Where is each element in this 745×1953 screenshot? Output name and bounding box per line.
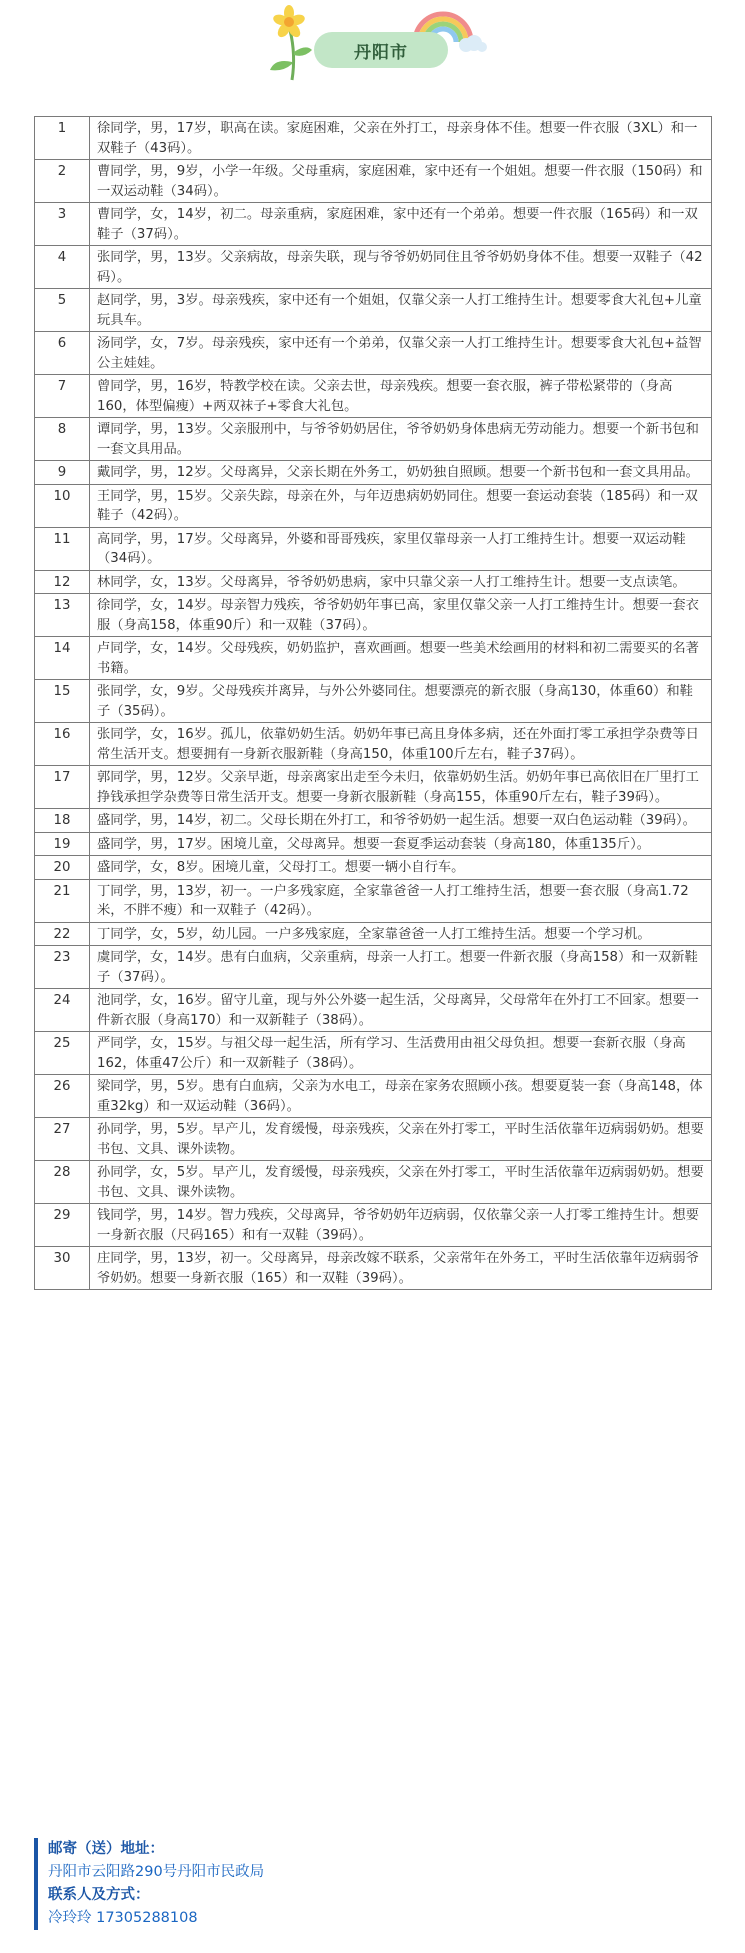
row-description: 卢同学，女，14岁。父母残疾，奶奶监护，喜欢画画。想要一些美术绘画用的材料和初二需要买的名著书籍。 [90, 637, 712, 680]
table-row [35, 832, 712, 856]
table-row [35, 375, 712, 418]
row-number: 9 [35, 461, 90, 485]
row-number: 7 [35, 375, 90, 418]
row-description: 高同学，男，17岁。父母离异，外婆和哥哥残疾，家里仅靠母亲一人打工维持生计。想要一双运动鞋（34码）。 [90, 527, 712, 570]
row-description: 盛同学，男，14岁，初二。父母长期在外打工，和爷爷奶奶一起生活。想要一双白色运动鞋（39码）。 [90, 809, 712, 833]
row-description: 张同学，男，13岁。父亲病故，母亲失联，现与爷爷奶奶同住且爷爷奶奶身体不佳。想要一双鞋子（42码）。 [90, 246, 712, 289]
row-number: 3 [35, 203, 90, 246]
table-row [35, 461, 712, 485]
row-number: 18 [35, 809, 90, 833]
row-description: 林同学，女，13岁。父母离异，爷爷奶奶患病，家中只靠父亲一人打工维持生计。想要一支点读笔。 [90, 570, 712, 594]
row-description: 丁同学，女，5岁，幼儿园。一户多残家庭，全家靠爸爸一人打工维持生活。想要一个学习机。 [90, 922, 712, 946]
row-description: 赵同学，男，3岁。母亲残疾，家中还有一个姐姐，仅靠父亲一人打工维持生计。想要零食大礼包+儿童玩具车。 [90, 289, 712, 332]
row-description: 王同学，男，15岁。父亲失踪，母亲在外，与年迈患病奶奶同住。想要一套运动套装（185码）和一双鞋子（42码）。 [90, 484, 712, 527]
row-description: 盛同学，男，17岁。困境儿童，父母离异。想要一套夏季运动套装（身高180，体重135斤）。 [90, 832, 712, 856]
row-number: 24 [35, 989, 90, 1032]
row-description: 严同学，女，15岁。与祖父母一起生活，所有学习、生活费用由祖父母负担。想要一套新衣服（身高162，体重47公斤）和一双新鞋子（38码）。 [90, 1032, 712, 1075]
row-description: 池同学，女，16岁。留守儿童，现与外公外婆一起生活，父母离异，父母常年在外打工不回家。想要一件新衣服（身高170）和一双新鞋子（38码）。 [90, 989, 712, 1032]
table-row [35, 856, 712, 880]
row-number: 17 [35, 766, 90, 809]
row-number: 6 [35, 332, 90, 375]
row-description: 戴同学，男，12岁。父母离异，父亲长期在外务工，奶奶独自照顾。想要一个新书包和一套文具用品。 [90, 461, 712, 485]
row-number: 20 [35, 856, 90, 880]
table-row [35, 1204, 712, 1247]
table-row [35, 680, 712, 723]
row-number: 14 [35, 637, 90, 680]
row-number: 25 [35, 1032, 90, 1075]
row-description: 钱同学，男，14岁。智力残疾，父母离异，爷爷奶奶年迈病弱，仅依靠父亲一人打零工维持生计。想要一身新衣服（尺码165）和有一双鞋（39码）。 [90, 1204, 712, 1247]
row-number: 27 [35, 1118, 90, 1161]
row-description: 曹同学，男，9岁，小学一年级。父母重病，家庭困难，家中还有一个姐姐。想要一件衣服（150码）和一双运动鞋（34码）。 [90, 160, 712, 203]
row-number: 22 [35, 922, 90, 946]
contact-value: 冷玲玲 17305288108 [48, 1910, 198, 1926]
table-row [35, 418, 712, 461]
row-number: 8 [35, 418, 90, 461]
row-number: 4 [35, 246, 90, 289]
contact-label: 联系人及方式： [48, 1887, 150, 1903]
table-row [35, 246, 712, 289]
row-description: 徐同学，男，17岁，职高在读。家庭困难，父亲在外打工，母亲身体不佳。想要一件衣服（3XL）和一双鞋子（43码）。 [90, 117, 712, 160]
row-number: 2 [35, 160, 90, 203]
row-description: 张同学，女，9岁。父母残疾并离异，与外公外婆同住。想要漂亮的新衣服（身高130，体重60）和鞋子（35码）。 [90, 680, 712, 723]
table-row [35, 879, 712, 922]
row-description: 徐同学，女，14岁。母亲智力残疾，爷爷奶奶年事已高，家里仅靠父亲一人打工维持生计。想要一套衣服（身高158，体重90斤）和一双鞋（37码）。 [90, 594, 712, 637]
row-number: 16 [35, 723, 90, 766]
table-row [35, 1032, 712, 1075]
row-description: 孙同学，女，5岁。早产儿，发育缓慢，母亲残疾，父亲在外打零工，平时生活依靠年迈病弱奶奶。想要书包、文具、课外读物。 [90, 1161, 712, 1204]
row-description: 曾同学，男，16岁，特教学校在读。父亲去世，母亲残疾。想要一套衣服，裤子带松紧带的（身高160，体型偏瘦）+两双袜子+零食大礼包。 [90, 375, 712, 418]
table-row [35, 570, 712, 594]
table-row [35, 332, 712, 375]
table-row [35, 527, 712, 570]
table-row [35, 637, 712, 680]
table-row [35, 723, 712, 766]
row-number: 26 [35, 1075, 90, 1118]
row-description: 孙同学，男，5岁。早产儿，发育缓慢，母亲残疾，父亲在外打零工，平时生活依靠年迈病弱奶奶。想要书包、文具、课外读物。 [90, 1118, 712, 1161]
table-row [35, 922, 712, 946]
row-description: 虞同学，女，14岁。患有白血病，父亲重病，母亲一人打工。想要一件新衣服（身高158）和一双新鞋子（37码）。 [90, 946, 712, 989]
row-description: 丁同学，男，13岁，初一。一户多残家庭，全家靠爸爸一人打工维持生活，想要一套衣服（身高1.72米，不胖不瘦）和一双鞋子（42码）。 [90, 879, 712, 922]
row-number: 29 [35, 1204, 90, 1247]
table-row [35, 484, 712, 527]
row-description: 郭同学，男，12岁。父亲早逝，母亲离家出走至今未归，依靠奶奶生活。奶奶年事已高依旧在厂里打工挣钱承担学杂费等日常生活开支。想要一身新衣服新鞋（身高155，体重90斤左右，鞋子39码）。 [90, 766, 712, 809]
row-description: 梁同学，男，5岁。患有白血病，父亲为水电工，母亲在家务农照顾小孩。想要夏装一套（身高148，体重32kg）和一双运动鞋（36码）。 [90, 1075, 712, 1118]
table-row [35, 289, 712, 332]
row-number: 28 [35, 1161, 90, 1204]
row-number: 30 [35, 1247, 90, 1290]
table-row [35, 117, 712, 160]
page-title: 丹阳市 [314, 32, 448, 68]
row-number: 13 [35, 594, 90, 637]
table-row [35, 1118, 712, 1161]
table-row [35, 160, 712, 203]
row-number: 10 [35, 484, 90, 527]
row-description: 谭同学，男，13岁。父亲服刑中，与爷爷奶奶居住，爷爷奶奶身体患病无劳动能力。想要一个新书包和一套文具用品。 [90, 418, 712, 461]
table-row [35, 1247, 712, 1290]
row-number: 11 [35, 527, 90, 570]
row-number: 21 [35, 879, 90, 922]
row-description: 张同学，女，16岁。孤儿，依靠奶奶生活。奶奶年事已高且身体多病，还在外面打零工承担学杂费等日常生活开支。想要拥有一身新衣服新鞋（身高150，体重100斤左右，鞋子37码）。 [90, 723, 712, 766]
row-description: 庄同学，男，13岁，初一。父母离异，母亲改嫁不联系，父亲常年在外务工，平时生活依靠年迈病弱爷爷奶奶。想要一身新衣服（165）和一双鞋（39码）。 [90, 1247, 712, 1290]
row-description: 曹同学，女，14岁，初二。母亲重病，家庭困难，家中还有一个弟弟。想要一件衣服（165码）和一双鞋子（37码）。 [90, 203, 712, 246]
row-number: 23 [35, 946, 90, 989]
table-row [35, 1075, 712, 1118]
table-row [35, 203, 712, 246]
table-row [35, 809, 712, 833]
address-value: 丹阳市云阳路290号丹阳市民政局 [48, 1864, 265, 1880]
row-description: 盛同学，女，8岁。困境儿童，父母打工。想要一辆小自行车。 [90, 856, 712, 880]
header [0, 0, 745, 100]
row-description: 汤同学，女，7岁。母亲残疾，家中还有一个弟弟，仅靠父亲一人打工维持生计。想要零食大礼包+益智公主娃娃。 [90, 332, 712, 375]
row-number: 12 [35, 570, 90, 594]
row-number: 19 [35, 832, 90, 856]
table-row [35, 989, 712, 1032]
row-number: 15 [35, 680, 90, 723]
table-row [35, 766, 712, 809]
contact-info [34, 1838, 648, 1930]
row-number: 1 [35, 117, 90, 160]
table-row [35, 1161, 712, 1204]
address-label: 邮寄（送）地址： [48, 1841, 164, 1857]
table-row [35, 594, 712, 637]
children-wish-table [34, 116, 712, 1290]
row-number: 5 [35, 289, 90, 332]
table-row [35, 946, 712, 989]
